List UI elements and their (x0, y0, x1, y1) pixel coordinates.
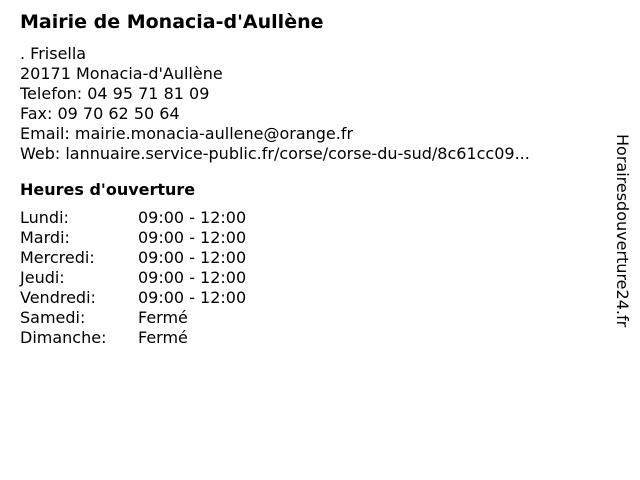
time-value: 09:00 - 12:00 (138, 268, 247, 287)
day-label: Lundi: (20, 208, 69, 227)
address-block (20, 44, 610, 164)
city-line: 20171 Monacia-d'Aullène (20, 64, 223, 83)
hours-row (20, 208, 610, 228)
time-value: 09:00 - 12:00 (138, 248, 247, 267)
time-value: 09:00 - 12:00 (138, 288, 247, 307)
web-line[interactable]: Web: lannuaire.service-public.fr/corse/corse-du-sud/8c61cc09... (20, 144, 530, 163)
hours-row (20, 328, 610, 348)
hours-row (20, 308, 610, 328)
time-value: Fermé (138, 308, 188, 327)
hours-row (20, 248, 610, 268)
day-label: Dimanche: (20, 328, 107, 347)
day-label: Mardi: (20, 228, 70, 247)
email-line[interactable]: Email: mairie.monacia-aullene@orange.fr (20, 124, 354, 143)
street-line: . Frisella (20, 44, 87, 63)
hours-row (20, 268, 610, 288)
time-value: 09:00 - 12:00 (138, 208, 247, 227)
day-label: Mercredi: (20, 248, 95, 267)
site-watermark: Horairesdouverture24.fr (613, 134, 632, 328)
page-title: Mairie de Monacia-d'Aullène (20, 11, 324, 33)
mairie-card (20, 10, 610, 348)
hours-table (20, 208, 610, 348)
time-value: 09:00 - 12:00 (138, 228, 247, 247)
phone-line[interactable]: Telefon: 04 95 71 81 09 (20, 84, 210, 103)
hours-row (20, 288, 610, 308)
hours-title: Heures d'ouverture (20, 180, 196, 199)
day-label: Samedi: (20, 308, 86, 327)
hours-row (20, 228, 610, 248)
fax-line: Fax: 09 70 62 50 64 (20, 104, 180, 123)
time-value: Fermé (138, 328, 188, 347)
day-label: Vendredi: (20, 288, 96, 307)
day-label: Jeudi: (20, 268, 65, 287)
